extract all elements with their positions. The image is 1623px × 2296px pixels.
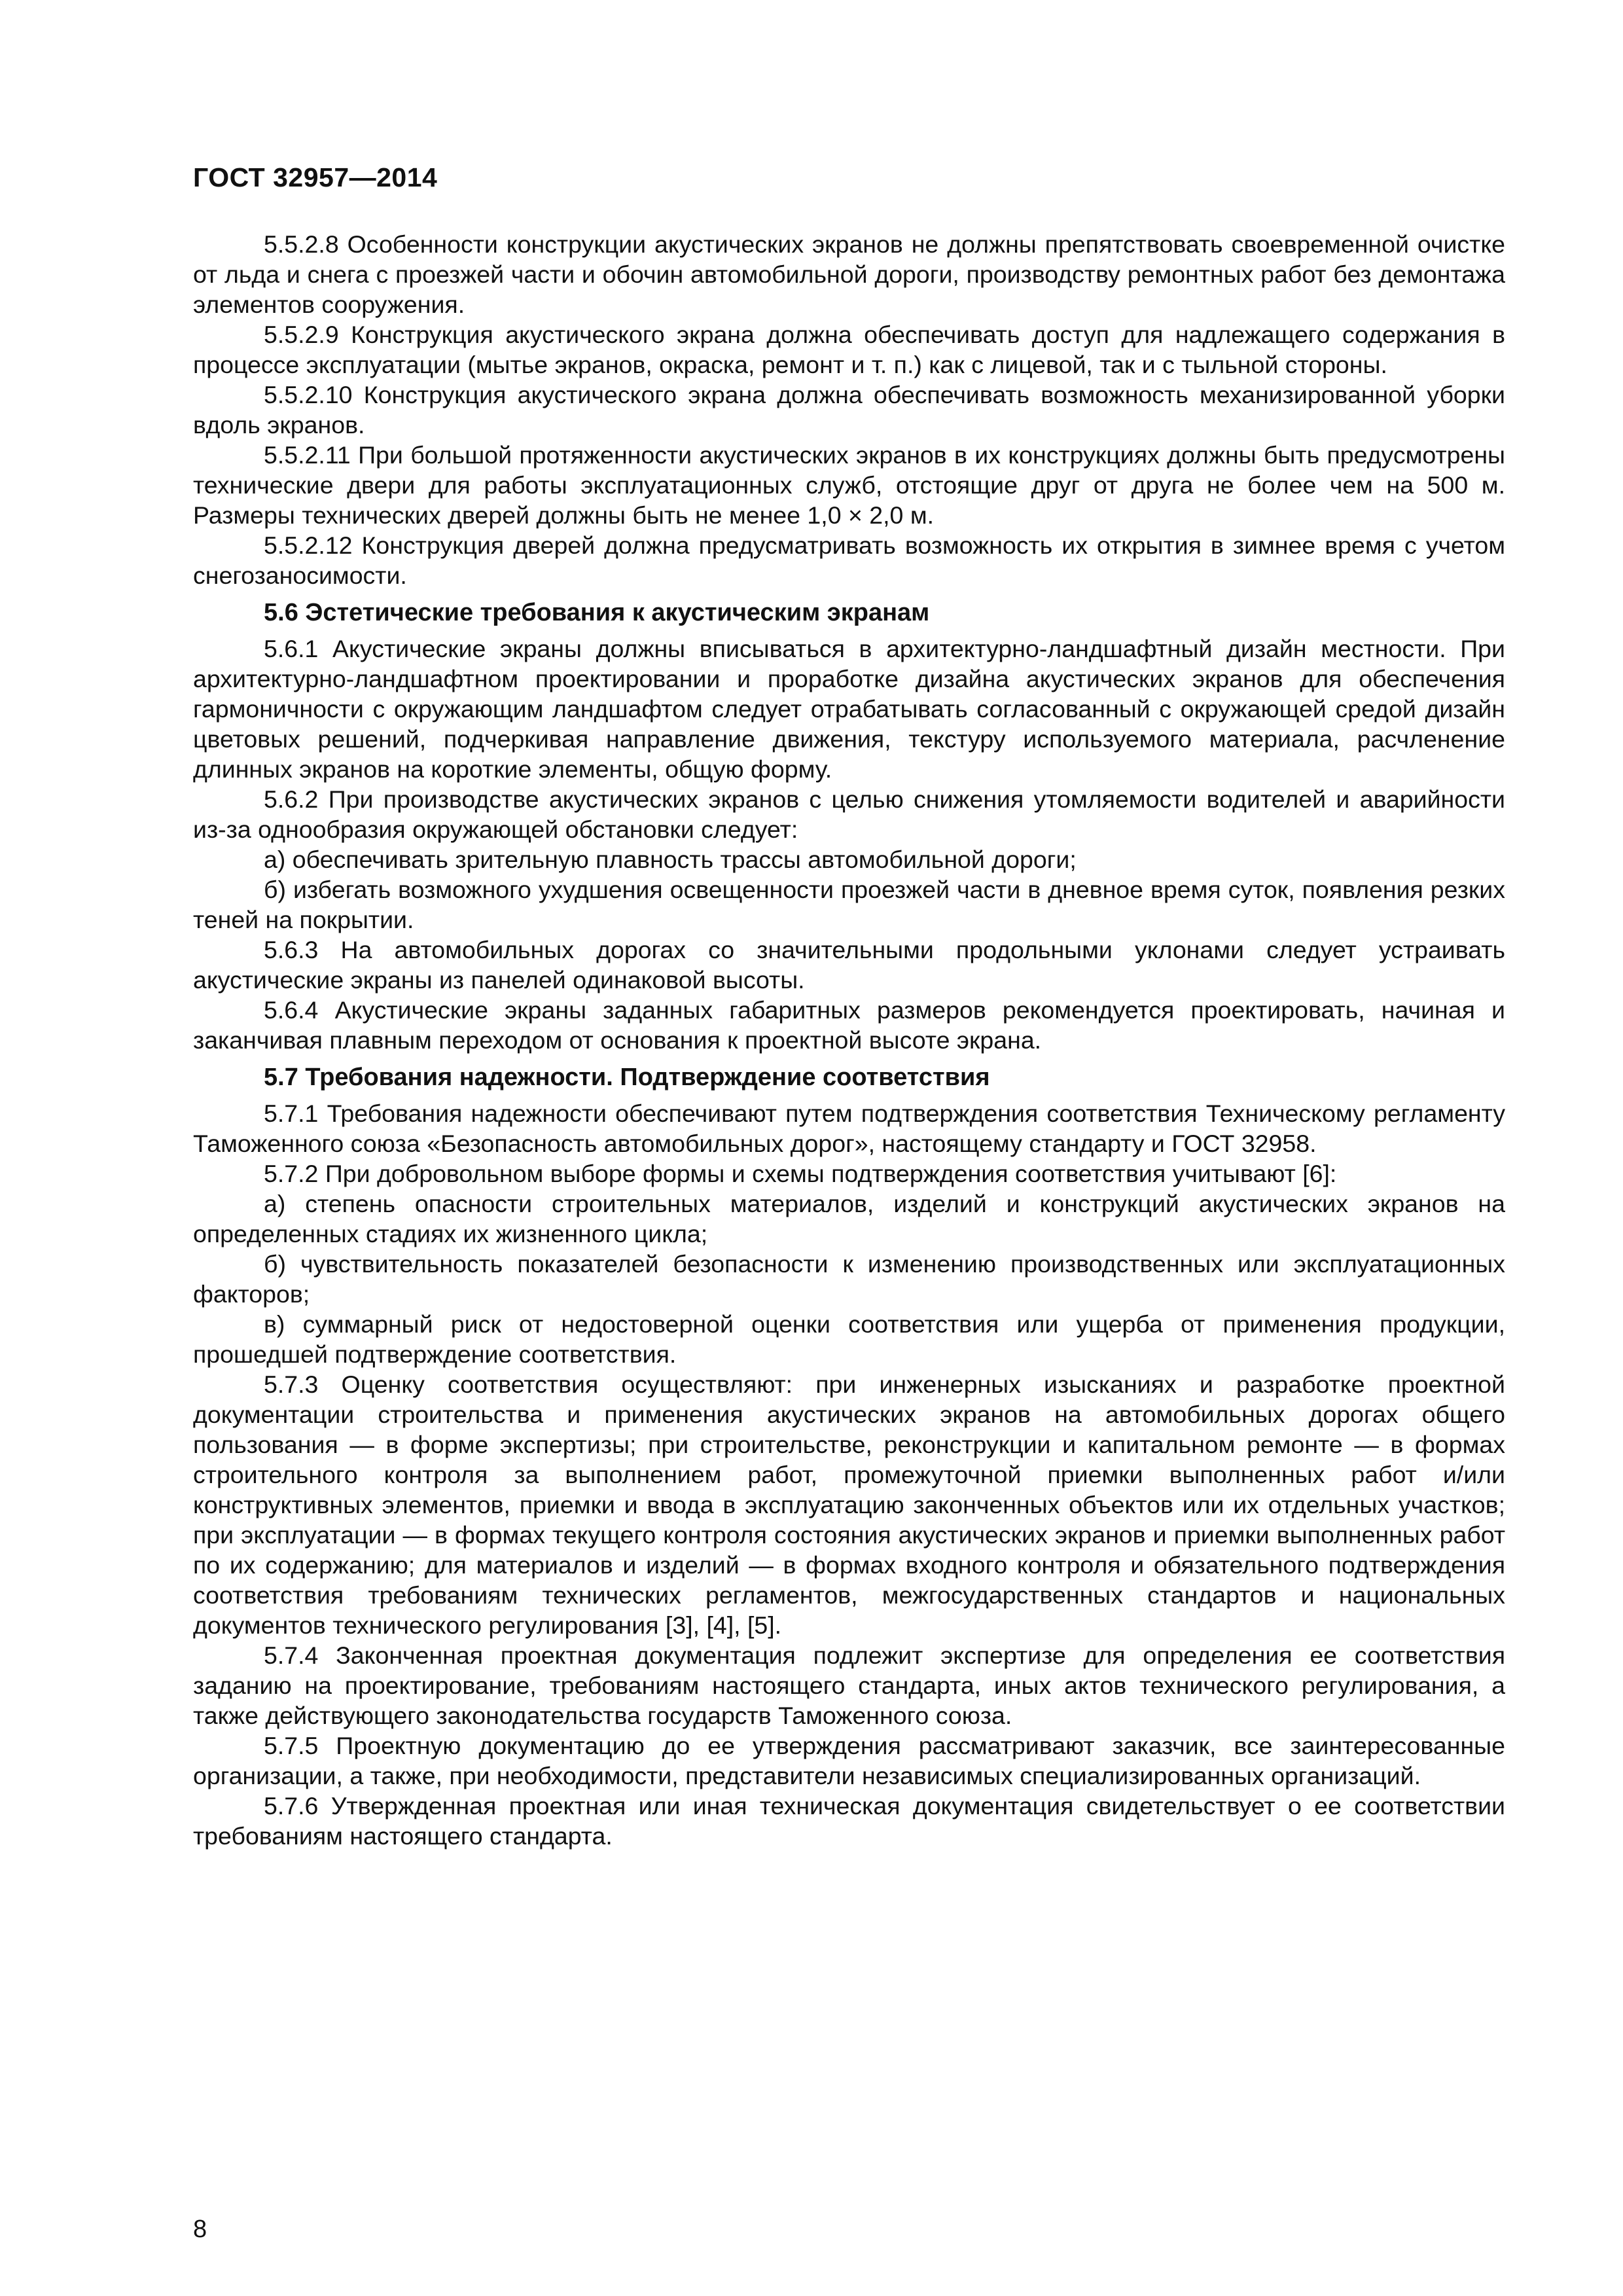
clause-5-6-2: 5.6.2 При производстве акустических экранов с целью снижения утомляемости водителей и аварийности из-за однообразия окружающей обстановки следует: (193, 785, 1505, 843)
clause-5-7-6: 5.7.6 Утвержденная проектная или иная техническая документация свидетельствует о ее соответствии требованиям настоящего стандарта. (193, 1792, 1505, 1850)
clause-5-5-2-10: 5.5.2.10 Конструкция акустического экрана должна обеспечивать возможность механизированной уборки вдоль экранов. (193, 381, 1505, 439)
page-content (193, 229, 1505, 1851)
clause-5-7-2: 5.7.2 При добровольном выборе формы и схемы подтверждения соответствия учитывают [6]: (264, 1160, 1337, 1187)
clause-5-5-2-8: 5.5.2.8 Особенности конструкции акустических экранов не должны препятствовать своевременной очистке от льда и снега с проезжей части и обочин автомобильной дороги, производству ремонтных работ без демонтажа элементов сооружения. (193, 230, 1505, 318)
page-number: 8 (193, 2215, 207, 2243)
clause-5-7-5: 5.7.5 Проектную документацию до ее утверждения рассматривают заказчик, все заинтересованные организации, а также, при необходимости, представители независимых специализированных организаций. (193, 1732, 1505, 1789)
section-heading-5-7: 5.7 Требования надежности. Подтверждение соответствия (264, 1064, 990, 1091)
list-item-b: б) чувствительность показателей безопасности к изменению производственных или эксплуатационных факторов; (193, 1250, 1505, 1308)
clause-5-7-3: 5.7.3 Оценку соответствия осуществляют: при инженерных изысканиях и разработке проектной документации строительства и применения акустических экранов на автомобильных дорогах общего пользования — в форме экспертизы; при строительстве, реконструкции и капитальном ремонте — в формах строительного контроля за выполнением работ, промежуточной приемки выполненных работ и/или конструктивных элементов, приемки и ввода в эксплуатацию законченных объектов или их отдельных участков; при эксплуатации — в формах текущего контроля состояния акустических экранов и приемки выполненных работ по их содержанию; для материалов и изделий — в формах входного контроля и обязательного подтверждения соответствия требованиям технических регламентов, межгосударственных стандартов и национальных документов технического регулирования [3], [4], [5]. (193, 1371, 1505, 1639)
list-item-c: в) суммарный риск от недостоверной оценки соответствия или ущерба от применения продукции, прошедшей подтверждение соответствия. (193, 1310, 1505, 1368)
list-item-b: б) избегать возможного ухудшения освещенности проезжей части в дневное время суток, появления резких теней на покрытии. (193, 876, 1505, 933)
clause-5-7-1: 5.7.1 Требования надежности обеспечивают путем подтверждения соответствия Техническому регламенту Таможенного союза «Безопасность автомобильных дорог», настоящему стандарту и ГОСТ 32958. (193, 1100, 1505, 1157)
clause-5-5-2-12: 5.5.2.12 Конструкция дверей должна предусматривать возможность их открытия в зимнее время с учетом снегозаносимости. (193, 531, 1505, 589)
clause-5-6-1: 5.6.1 Акустические экраны должны вписываться в архитектурно-ландшафтный дизайн местности. При архитектурно-ландшафтном проектировании и проработке дизайна акустических экранов для обеспечения гармоничности с окружающим ландшафтом следует отрабатывать согласованный с окружающей средой дизайн цветовых решений, подчеркивая направление движения, текстуру используемого материала, расчленение длинных экранов на короткие элементы, общую форму. (193, 635, 1505, 783)
clause-5-6-4: 5.6.4 Акустические экраны заданных габаритных размеров рекомендуется проектировать, начиная и заканчивая плавным переходом от основания к проектной высоте экрана. (193, 996, 1505, 1054)
list-item-a: а) обеспечивать зрительную плавность трассы автомобильной дороги; (264, 846, 1077, 873)
clause-5-7-4: 5.7.4 Законченная проектная документация подлежит экспертизе для определения ее соответствия заданию на проектирование, требованиям настоящего стандарта, иных актов технического регулирования, а также действующего законодательства государств Таможенного союза. (193, 1641, 1505, 1729)
clause-5-5-2-9: 5.5.2.9 Конструкция акустического экрана должна обеспечивать доступ для надлежащего содержания в процессе эксплуатации (мытье экранов, окраска, ремонт и т. п.) как с лицевой, так и с тыльной стороны. (193, 321, 1505, 378)
standard-designation: ГОСТ 32957—2014 (193, 162, 438, 192)
list-item-a: а) степень опасности строительных материалов, изделий и конструкций акустических экранов на определенных стадиях их жизненного цикла; (193, 1190, 1505, 1247)
section-heading-5-6: 5.6 Эстетические требования к акустическим экранам (264, 599, 930, 626)
clause-5-5-2-11: 5.5.2.11 При большой протяженности акустических экранов в их конструкциях должны быть предусмотрены технические двери для работы эксплуатационных служб, отстоящие друг от друга не более чем на 500 м. Размеры технических дверей должны быть не менее 1,0 × 2,0 м. (193, 441, 1505, 529)
clause-5-6-3: 5.6.3 На автомобильных дорогах со значительными продольными уклонами следует устраивать акустические экраны из панелей одинаковой высоты. (193, 936, 1505, 994)
